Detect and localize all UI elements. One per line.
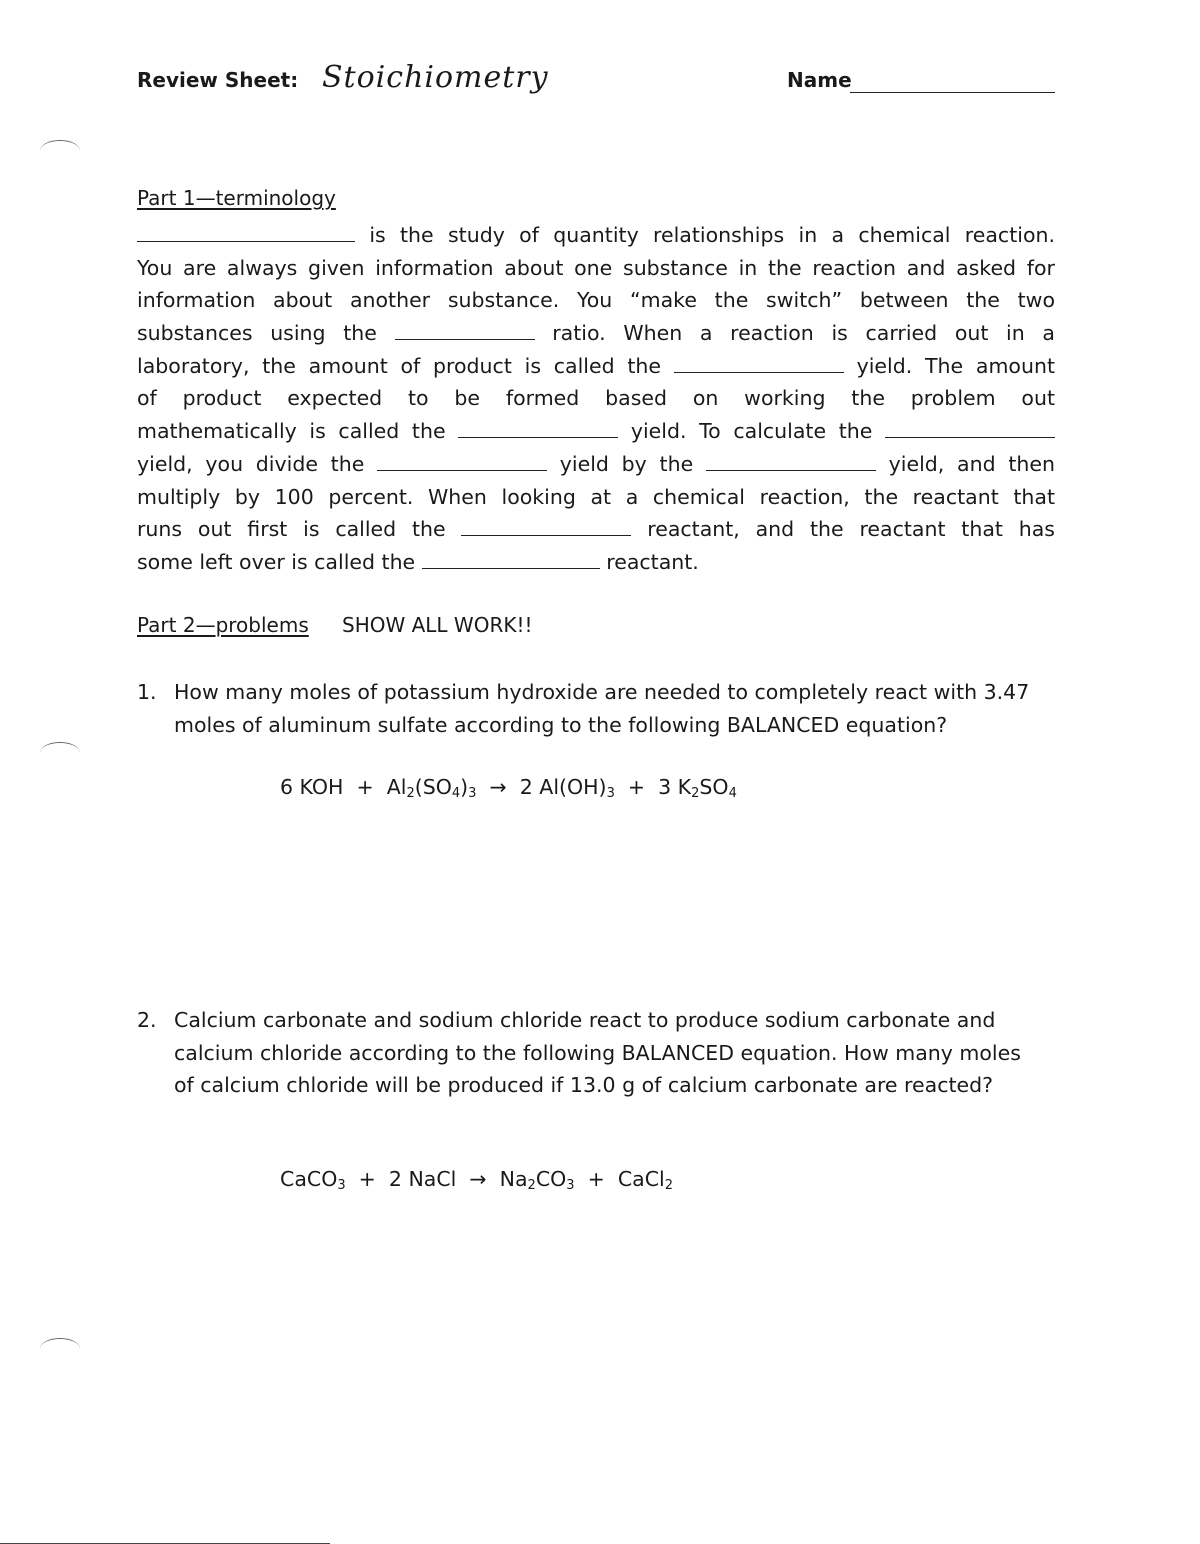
paragraph-text: of product expected to be formed based on working the problem out (137, 386, 1055, 411)
paragraph-text: some left over is called the (137, 549, 416, 574)
paragraph-line (137, 350, 1055, 383)
name-label: Name (787, 68, 852, 92)
paragraph-text: yield. The amount (856, 353, 1055, 378)
fill-in-blank[interactable] (395, 319, 535, 340)
equation-1: 6 KOH + $Al_2(SO_4)_3 \to 2$ $Al(OH)_3 + 3$ $K_2SO_4$ (280, 775, 737, 801)
arrow-icon: → (489, 775, 507, 799)
fill-in-blank[interactable] (377, 450, 547, 471)
problem-text: Calcium carbonate and sodium chloride react to produce sodium carbonate and calcium chloride according to the following BALANCED equation. How many moles of calcium chloride will be produced if 13.0 g of calcium carbonate are reacted? (174, 1008, 1021, 1097)
paragraph-text: substances using the (137, 321, 377, 346)
fill-in-blank[interactable] (885, 417, 1055, 438)
terminology-paragraph (137, 219, 1055, 579)
paragraph-text: information about another substance. You “make the switch” between the two (137, 288, 1055, 313)
equation-2: CaCO$_3$ + 2 NaCl → $Na_2CO_3$ + CaCl$_2$ (280, 1167, 674, 1193)
paragraph-line (137, 448, 1055, 481)
paragraph-text: You are always given information about one substance in the reaction and asked for (137, 255, 1055, 280)
paragraph-line (137, 513, 1055, 546)
paragraph-line (137, 317, 1055, 350)
problem-text: How many moles of potassium hydroxide are needed to completely react with 3.47 moles of aluminum sulfate according to the following BALANCED equation? (174, 680, 1030, 737)
paragraph-text: yield. To calculate the (630, 419, 873, 444)
paragraph-text: reactant. (606, 549, 699, 574)
fill-in-blank[interactable] (461, 515, 631, 536)
paragraph-line (137, 481, 1055, 514)
binder-hole-mark (40, 140, 80, 161)
name-blank-line[interactable] (850, 92, 1055, 93)
arrow-icon: → (469, 1167, 487, 1191)
paragraph-text: is the study of quantity relationships in a chemical reaction. (369, 223, 1055, 247)
paragraph-line (137, 546, 1055, 579)
binder-hole-mark (40, 742, 80, 763)
worksheet-header (137, 60, 1057, 110)
paragraph-text: yield by the (559, 451, 694, 476)
paragraph-line (137, 252, 1055, 285)
part1-heading: Part 1—terminology (137, 186, 336, 210)
worksheet-title: Stoichiometry (322, 60, 549, 95)
problem-number: 1. (137, 680, 157, 704)
paragraph-text: ratio. When a reaction is carried out in a (552, 321, 1055, 346)
problem-number: 2. (137, 1008, 157, 1032)
paragraph-text: laboratory, the amount of product is called the (137, 353, 662, 378)
paragraph-line (137, 219, 1055, 252)
fill-in-blank[interactable] (458, 417, 618, 438)
paragraph-text: multiply by 100 percent. When looking at a chemical reaction, the reactant that (137, 484, 1055, 509)
paragraph-text: reactant, and the reactant that has (647, 517, 1055, 542)
fill-in-blank[interactable] (422, 548, 600, 569)
paragraph-text: yield, you divide the (137, 451, 365, 476)
paragraph-line (137, 415, 1055, 448)
paragraph-text: runs out first is called the (137, 517, 446, 542)
fill-in-blank[interactable] (674, 352, 844, 373)
part2-instruction: SHOW ALL WORK!! (342, 613, 533, 637)
fill-in-blank[interactable] (706, 450, 876, 471)
paragraph-line (137, 382, 1055, 415)
paragraph-text: yield, and then (888, 451, 1055, 476)
paragraph-line (137, 284, 1055, 317)
review-sheet-label: Review Sheet: (137, 68, 299, 92)
paragraph-text: mathematically is called the (137, 419, 446, 444)
fill-in-blank[interactable] (137, 221, 355, 242)
part2-heading: Part 2—problems (137, 613, 309, 637)
binder-hole-mark (40, 1338, 80, 1359)
